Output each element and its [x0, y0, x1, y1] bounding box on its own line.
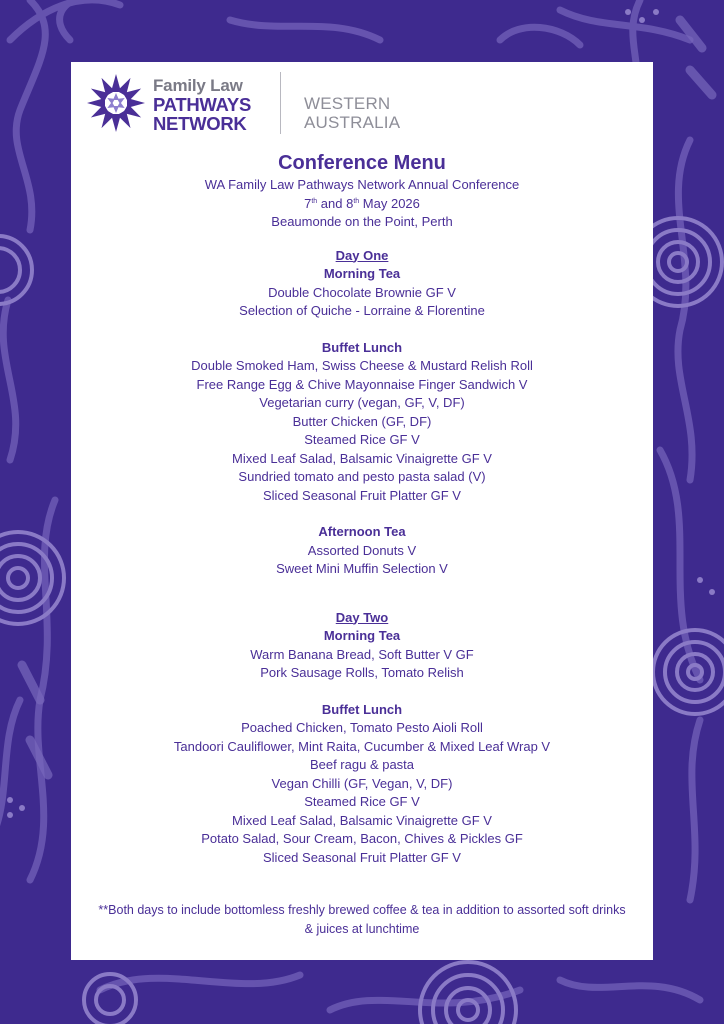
day-one-morning-tea-list — [71, 284, 653, 321]
menu-item: Selection of Quiche - Lorraine & Florentine — [239, 303, 485, 318]
day-one-buffet-lunch-list — [71, 357, 653, 505]
event-dates: 7th and 8th May 2026 — [304, 195, 420, 211]
logo-region-line2: AUSTRALIA — [304, 113, 401, 132]
logo-line-network: NETWORK — [153, 113, 247, 134]
menu-item: Steamed Rice GF V — [304, 794, 420, 809]
event-venue: Beaumonde on the Point, Perth — [271, 214, 453, 229]
logo-divider — [280, 72, 281, 134]
day-two-morning-tea-list — [71, 646, 653, 683]
menu-item: Warm Banana Bread, Soft Butter V GF — [250, 646, 474, 662]
logo-region — [304, 94, 400, 132]
menu-item: Sliced Seasonal Fruit Platter GF V — [263, 849, 461, 865]
menu-item: Steamed Rice GF V — [304, 432, 420, 447]
page-title: Conference Menu — [278, 152, 446, 174]
menu-item: Poached Chicken, Tomato Pesto Aioli Roll — [241, 720, 483, 735]
day-two-buffet-lunch-list — [71, 719, 653, 867]
menu-item: Mixed Leaf Salad, Balsamic Vinaigrette GF V — [232, 450, 492, 466]
day-one-buffet-lunch-heading: Buffet Lunch — [321, 339, 403, 355]
day-one-morning-tea-heading: Morning Tea — [323, 266, 401, 281]
menu-item: Double Smoked Ham, Swiss Cheese & Mustard Relish Roll — [191, 358, 533, 373]
menu-item: Double Chocolate Brownie GF V — [268, 284, 456, 300]
menu-item: Potato Salad, Sour Cream, Bacon, Chives & Pickles GF — [201, 831, 523, 846]
menu-item: Sundried tomato and pesto pasta salad (V) — [238, 469, 486, 484]
menu-item: Sweet Mini Muffin Selection V — [276, 561, 448, 576]
day-two-morning-tea-heading: Morning Tea — [323, 628, 401, 643]
day-one-heading: Day One — [335, 247, 389, 263]
day-two-heading: Day Two — [335, 609, 389, 625]
event-name: WA Family Law Pathways Network Annual Conference — [204, 177, 520, 192]
menu-card — [71, 62, 653, 960]
menu-item: Sliced Seasonal Fruit Platter GF V — [263, 487, 461, 503]
menu-item: Tandoori Cauliflower, Mint Raita, Cucumber & Mixed Leaf Wrap V — [173, 738, 551, 754]
menu-item: Vegetarian curry (vegan, GF, V, DF) — [259, 395, 465, 410]
menu-item: Vegan Chilli (GF, Vegan, V, DF) — [271, 775, 453, 791]
logo-wordmark — [153, 76, 251, 133]
menu-item: Mixed Leaf Salad, Balsamic Vinaigrette GF V — [232, 812, 492, 828]
menu-item: Beef ragu & pasta — [309, 757, 415, 772]
day-one-afternoon-tea-list — [71, 542, 653, 579]
day-two-buffet-lunch-heading: Buffet Lunch — [321, 701, 403, 717]
logo-line-pathways: PATHWAYS — [153, 94, 251, 115]
logo-line-family-law: Family Law — [153, 76, 243, 95]
menu-item: Assorted Donuts V — [307, 542, 417, 558]
menu-content — [71, 150, 653, 939]
menu-item: Free Range Egg & Chive Mayonnaise Finger Sandwich V — [196, 376, 528, 392]
star-flower-icon — [85, 72, 147, 134]
day-one-afternoon-tea-heading: Afternoon Tea — [318, 524, 406, 539]
footnote: **Both days to include bottomless freshly brewed coffee & tea in addition to assorted soft drinks & juices at lunchtime — [98, 903, 626, 936]
logo — [85, 72, 405, 138]
menu-item: Pork Sausage Rolls, Tomato Relish — [260, 665, 464, 680]
logo-region-line1: WESTERN — [304, 94, 391, 113]
menu-item: Butter Chicken (GF, DF) — [292, 413, 432, 429]
